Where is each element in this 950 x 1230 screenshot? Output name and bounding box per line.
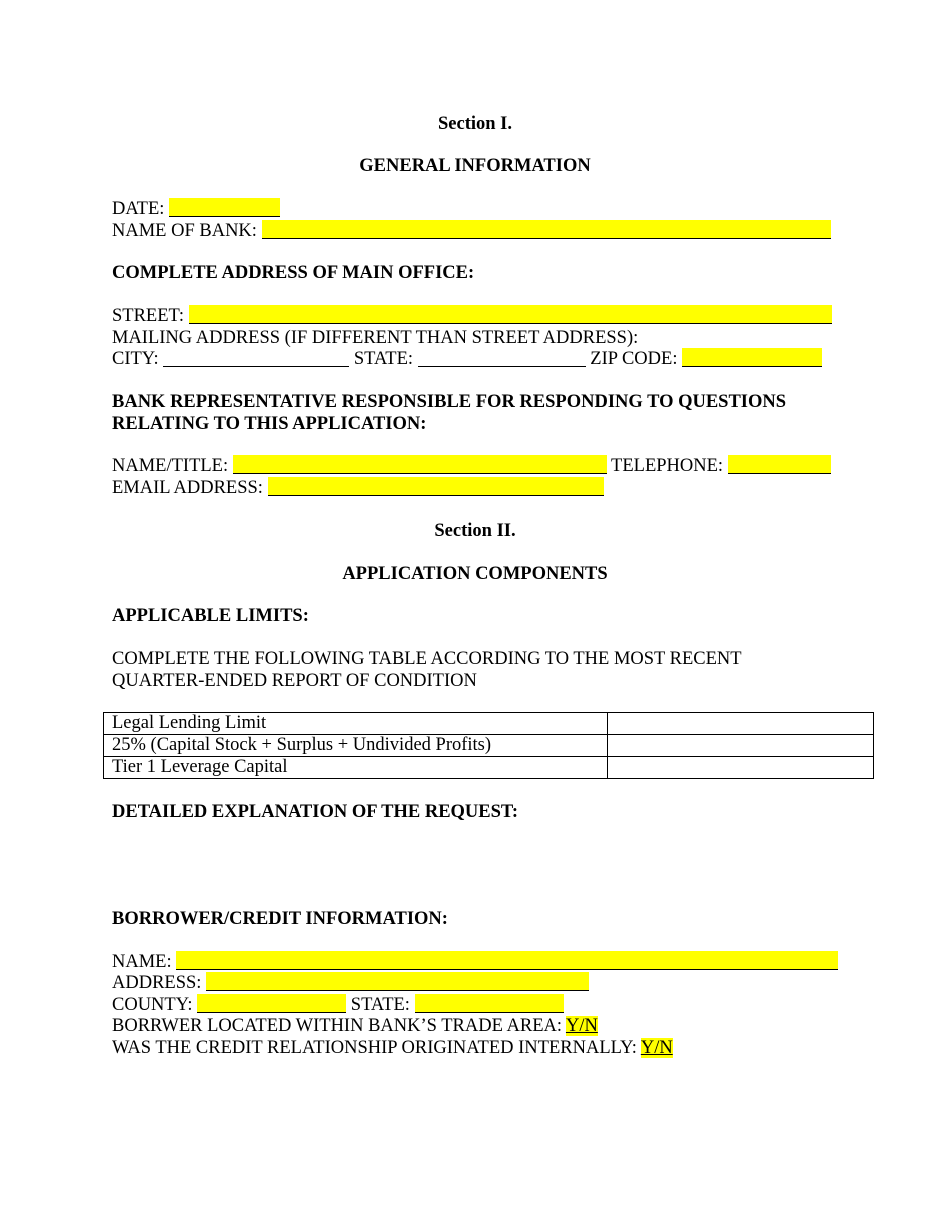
tier1-leverage-capital-value[interactable] <box>608 757 874 779</box>
zip-code-field[interactable] <box>682 348 822 367</box>
city-state-zip-row <box>112 348 822 370</box>
applicable-limits-heading: APPLICABLE LIMITS: <box>112 606 309 626</box>
table-instructions-line-1: COMPLETE THE FOLLOWING TABLE ACCORDING TO THE MOST RECENT <box>112 649 742 669</box>
originated-internally-row <box>112 1037 673 1059</box>
borrower-address-field[interactable] <box>206 972 589 991</box>
representative-heading-line-1: BANK REPRESENTATIVE RESPONSIBLE FOR RESPONDING TO QUESTIONS <box>112 392 787 412</box>
section-2-heading: Section II. <box>434 521 516 541</box>
telephone-label: TELEPHONE: <box>611 456 724 476</box>
bank-name-field[interactable] <box>262 220 831 239</box>
mailing-address-label: MAILING ADDRESS (IF DIFFERENT THAN STREET ADDRESS): <box>112 328 639 348</box>
originated-internally-label: WAS THE CREDIT RELATIONSHIP ORIGINATED INTERNALLY: <box>112 1038 637 1058</box>
zip-code-label: ZIP CODE: <box>590 349 678 369</box>
street-row <box>112 305 832 327</box>
county-state-row <box>112 994 564 1016</box>
capital-percentage-label: 25% (Capital Stock + Surplus + Undivided Profits) <box>104 735 608 757</box>
bank-name-label: NAME OF BANK: <box>112 221 257 241</box>
general-information-title: GENERAL INFORMATION <box>359 156 591 176</box>
trade-area-row <box>112 1015 598 1037</box>
table-row <box>104 757 874 779</box>
representative-heading-line-2: RELATING TO THIS APPLICATION: <box>112 414 427 434</box>
application-components-title: APPLICATION COMPONENTS <box>342 564 608 584</box>
legal-lending-limit-value[interactable] <box>608 713 874 735</box>
name-title-label: NAME/TITLE: <box>112 456 229 476</box>
name-title-field[interactable] <box>233 455 607 474</box>
telephone-field[interactable] <box>728 455 831 474</box>
borrower-name-field[interactable] <box>176 951 838 970</box>
date-label: DATE: <box>112 199 165 219</box>
city-label: CITY: <box>112 349 159 369</box>
section-1-heading: Section I. <box>438 114 512 134</box>
borrower-heading: BORROWER/CREDIT INFORMATION: <box>112 909 448 929</box>
explanation-heading: DETAILED EXPLANATION OF THE REQUEST: <box>112 802 519 822</box>
date-row <box>112 198 280 220</box>
date-field[interactable] <box>169 198 280 217</box>
applicable-limits-table <box>103 712 874 779</box>
legal-lending-limit-label: Legal Lending Limit <box>104 713 608 735</box>
borrower-address-row <box>112 972 589 994</box>
bank-name-row <box>112 220 831 242</box>
trade-area-label: BORRWER LOCATED WITHIN BANK’S TRADE AREA: <box>112 1016 562 1036</box>
borrower-address-label: ADDRESS: <box>112 973 202 993</box>
originated-internally-yn-field[interactable]: Y/N <box>640 1038 673 1058</box>
county-label: COUNTY: <box>112 995 193 1015</box>
address-heading: COMPLETE ADDRESS OF MAIN OFFICE: <box>112 263 475 283</box>
capital-percentage-value[interactable] <box>608 735 874 757</box>
email-label: EMAIL ADDRESS: <box>112 478 263 498</box>
trade-area-yn-field[interactable]: Y/N <box>565 1016 598 1036</box>
borrower-name-label: NAME: <box>112 952 172 972</box>
street-field[interactable] <box>189 305 832 324</box>
street-label: STREET: <box>112 306 185 326</box>
borrower-name-row <box>112 951 838 973</box>
state-field[interactable] <box>418 348 586 367</box>
email-field[interactable] <box>268 477 604 496</box>
borrower-state-label: STATE: <box>350 995 410 1015</box>
table-row <box>104 735 874 757</box>
county-field[interactable] <box>197 994 346 1013</box>
tier1-leverage-capital-label: Tier 1 Leverage Capital <box>104 757 608 779</box>
table-row <box>104 713 874 735</box>
borrower-state-field[interactable] <box>415 994 564 1013</box>
state-label: STATE: <box>353 349 414 369</box>
city-field[interactable] <box>163 348 349 367</box>
name-title-row <box>112 455 831 477</box>
email-row <box>112 477 604 499</box>
table-instructions-line-2: QUARTER-ENDED REPORT OF CONDITION <box>112 671 477 691</box>
